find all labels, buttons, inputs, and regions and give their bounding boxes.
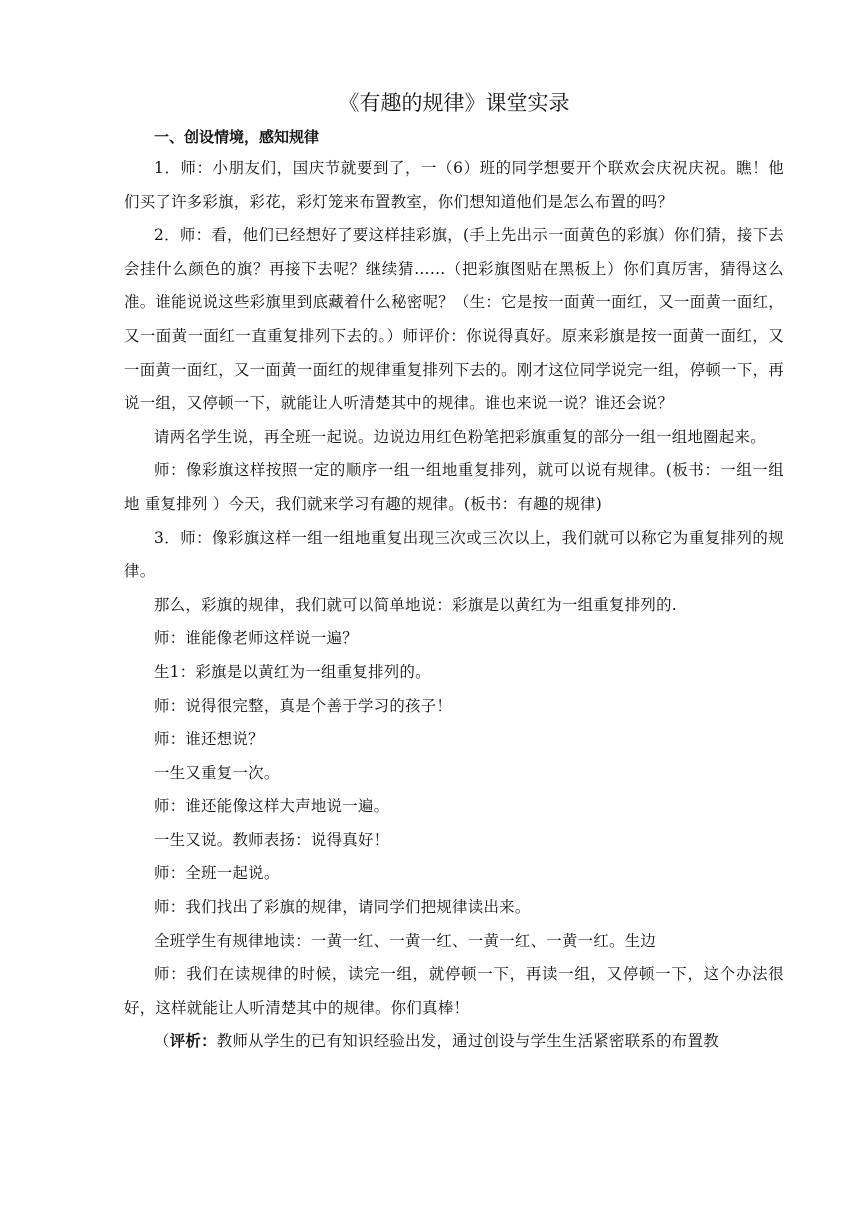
paragraph-17: 师：我们在读规律的时候，读完一组，就停顿一下，再读一组，又停顿一下，这个办法很好，这样就能让人听清楚其中的规律。你们真棒！ — [124, 965, 784, 1017]
paragraph-9: 师：说得很完整，真是个善于学习的孩子！ — [154, 696, 453, 715]
paragraph-12: 师：谁还能像这样大声地说一遍。 — [154, 797, 390, 816]
paragraph-8: 生1：彩旗是以黄红为一组重复排列的。 — [154, 662, 431, 681]
document-page — [124, 84, 784, 1059]
paragraph-10: 师：谁还想说？ — [154, 730, 264, 749]
paragraph-14: 师：全班一起说。 — [154, 864, 280, 883]
paragraph-13: 一生又说。教师表扬：说得真好！ — [154, 830, 390, 849]
paragraph-5: 3．师：像彩旗这样一组一组地重复出现三次或三次以上，我们就可以称它为重复排列的规律。 — [124, 528, 784, 581]
commentary-paragraph — [124, 1025, 784, 1059]
page-title: 《有趣的规律》课堂实录 — [338, 91, 570, 115]
paragraph-6: 那么，彩旗的规律，我们就可以简单地说：彩旗是以黄红为一组重复排列的. — [154, 595, 677, 614]
commentary-open-paren: （ — [154, 1032, 170, 1051]
paragraph-15: 师：我们找出了彩旗的规律，请同学们把规律读出来。 — [154, 898, 531, 917]
paragraph-2: 2．师：看，他们已经想好了要这样挂彩旗，(手上先出示一面黄色的彩旗）你们猜，接下去会挂什么颜色的旗？再接下去呢？继续猜……（把彩旗图贴在黑板上）你们真厉害，猜得这么准。谁能说说这些彩旗里到底藏着什么秘密呢？（生：它是按一面黄一面红，又一面黄一面红，又一面黄一面红一直重复排列下去的。）师评价：你说得真好。原来彩旗是按一面黄一面红，又一面黄一面红，又一面黄一面红的规律重复排列下去的。刚才这位同学说完一组，停顿一下，再说一组，又停顿一下，就能让人听清楚其中的规律。谁也来说一说？谁还会说？ — [124, 226, 784, 413]
commentary-text: 教师从学生的已有知识经验出发，通过创设与学生生活紧密联系的布置教 — [216, 1032, 719, 1051]
commentary-label: 评析： — [169, 1032, 217, 1051]
paragraph-16: 全班学生有规律地读：一黄一红、一黄一红、一黄一红、一黄一红。生边 — [154, 931, 657, 950]
paragraph-4: 师：像彩旗这样按照一定的顺序一组一组地重复排列，就可以说有规律。(板书：一组一组地 重复排列 ）今天，我们就来学习有趣的规律。(板书：有趣的规律) — [124, 461, 784, 513]
paragraph-1: 1．师：小朋友们，国庆节就要到了，一（6）班的同学想要开个联欢会庆祝庆祝。瞧！他们买了许多彩旗，彩花，彩灯笼来布置教室，你们想知道他们是怎么布置的吗？ — [124, 159, 784, 211]
paragraph-7: 师：谁能像老师这样说一遍？ — [154, 629, 358, 648]
section-heading: 一、创设情境，感知规律 — [154, 128, 320, 146]
paragraph-3: 请两名学生说，再全班一起说。边说边用红色粉笔把彩旗重复的部分一组一组地圈起来。 — [154, 427, 766, 446]
paragraph-11: 一生又重复一次。 — [154, 763, 280, 782]
